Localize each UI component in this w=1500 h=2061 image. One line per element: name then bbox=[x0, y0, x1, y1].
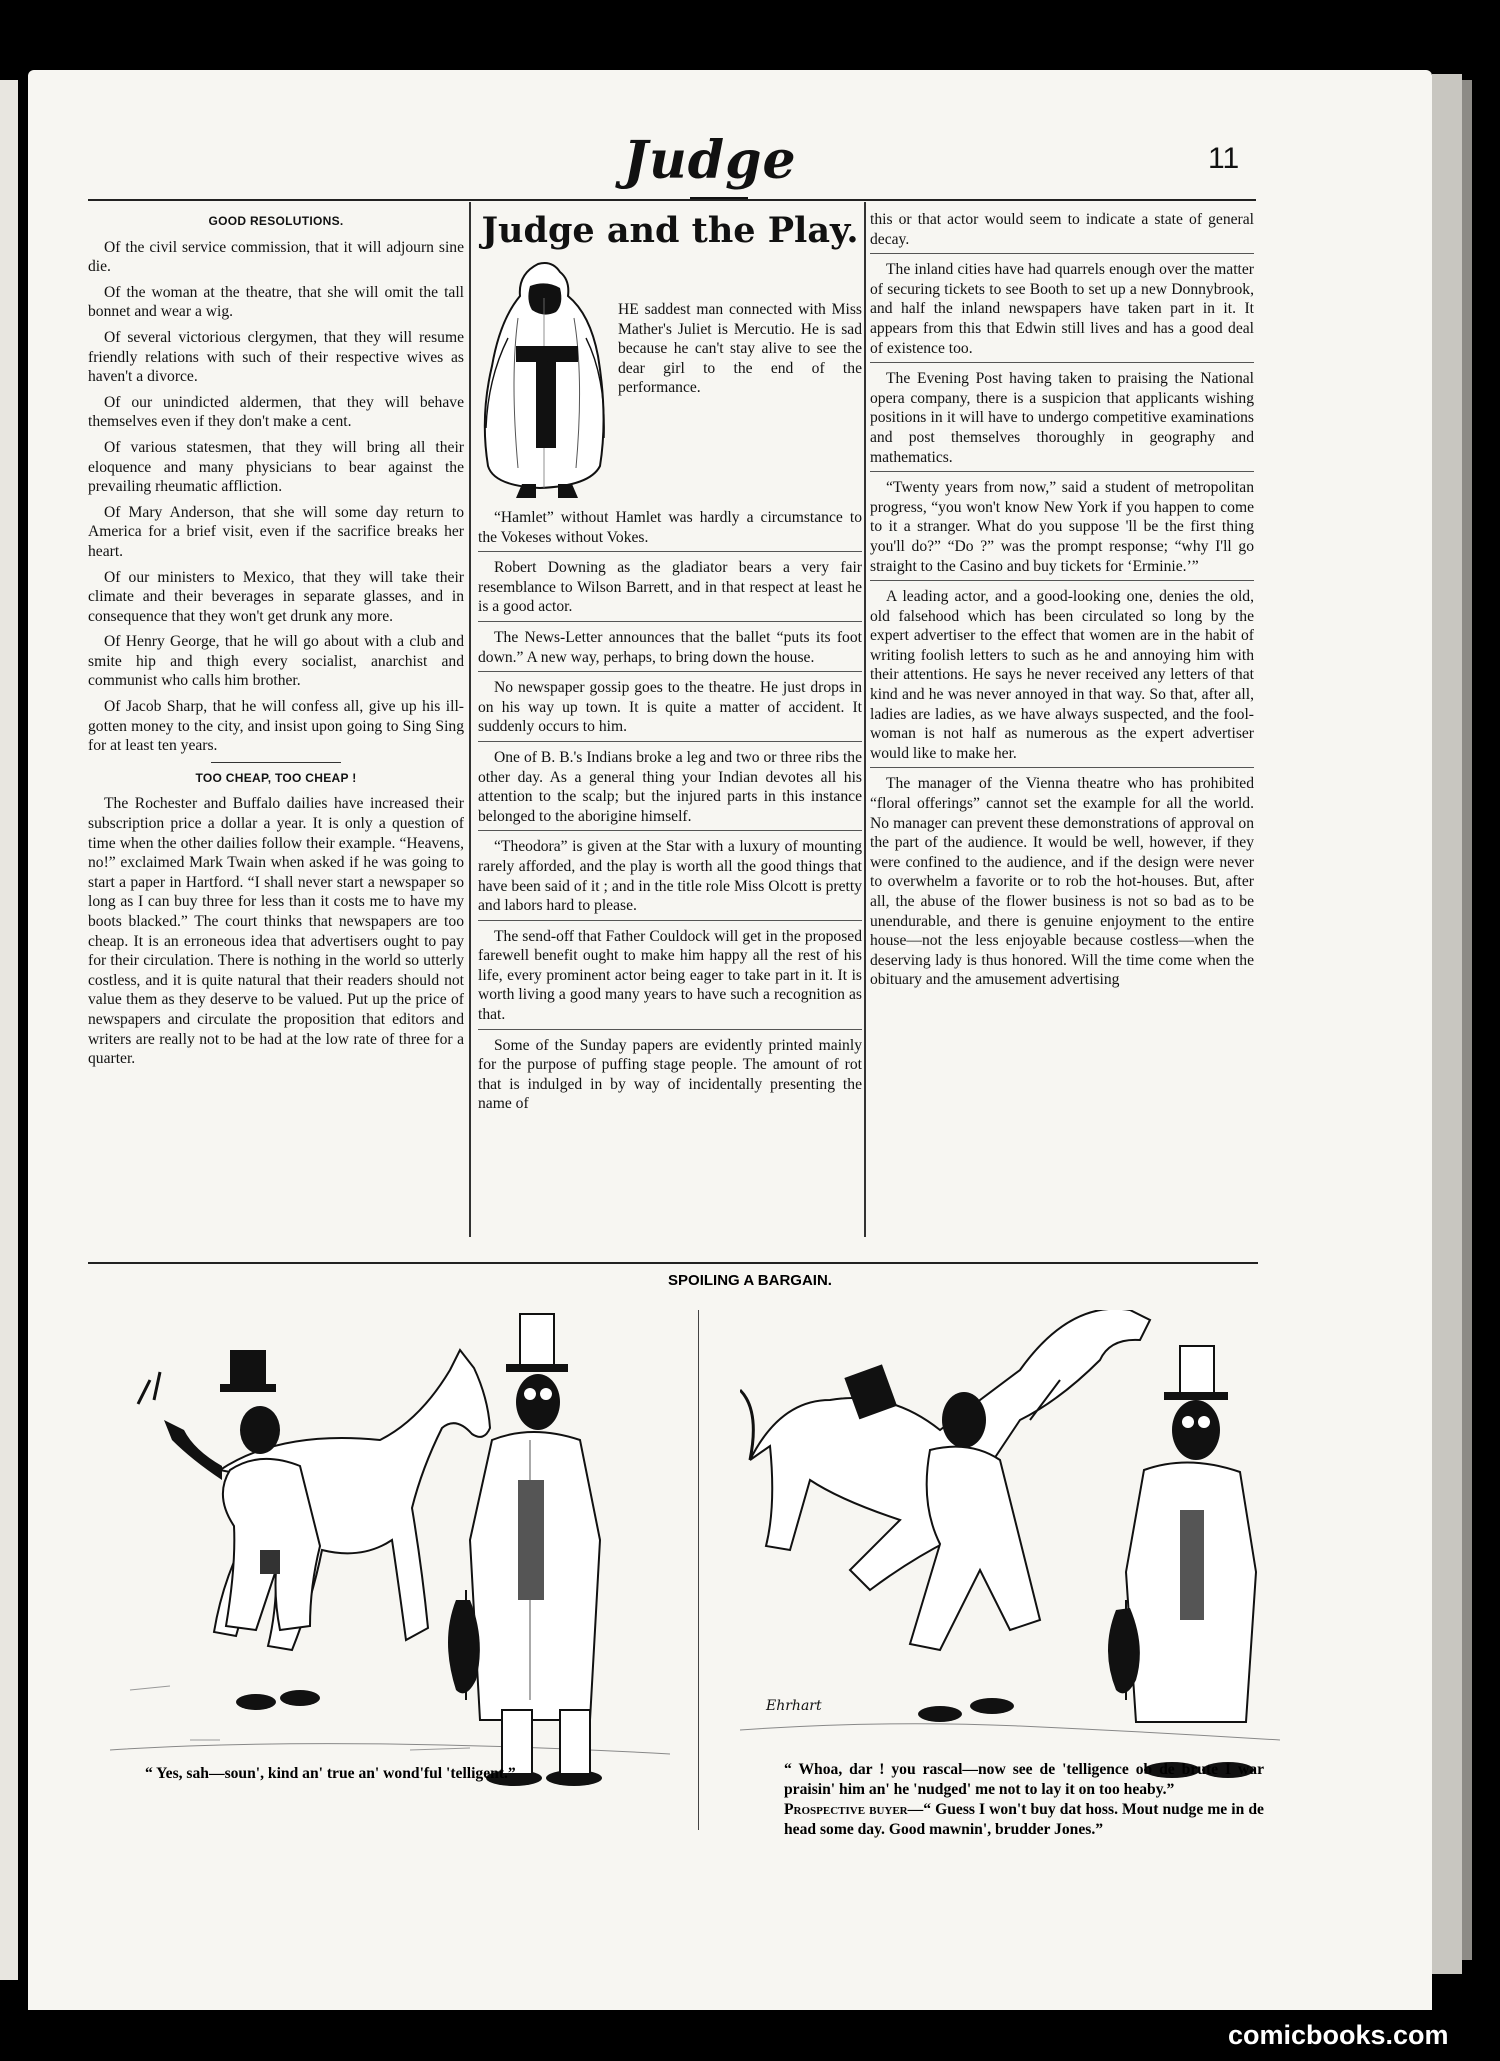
hooded-figure-illustration bbox=[478, 258, 612, 508]
paragraph: The Evening Post having taken to praising the National opera company, there is a suspicion that applicants wishing positions in it will have to undergo competitive examinations and post themselves thoroughly in geography and mathematics. bbox=[870, 369, 1254, 472]
page-stack-edge bbox=[1432, 74, 1462, 1974]
section-heading: TOO CHEAP, TOO CHEAP ! bbox=[195, 770, 357, 785]
cartoon-title: SPOILING A BARGAIN. bbox=[668, 1272, 832, 1289]
paragraph: Robert Downing as the gladiator bears a very fair resemblance to Wilson Barrett, and in that respect at least he is a good actor. bbox=[478, 558, 862, 622]
column-2 bbox=[478, 210, 862, 1120]
section-rule bbox=[211, 762, 341, 763]
paragraph: A leading actor, and a good-looking one, denies the old, old falsehood which has been circulated so long by the expert advertiser to the effect that women are in the habit of writing foolish letters to such as he and annoying him with their attentions. He says he never received any letters of that kind and he was never annoyed in that way. So that, after all, ladies are ladies, as we have always suspected, and the fool-woman is not half as numerous as the expert advertiser would like to make her. bbox=[870, 587, 1254, 768]
paragraph: One of B. B.'s Indians broke a leg and two or three ribs the other day. As a general thing your Indian devotes all his attention to the scalp; but the injured parts in this instance belonged to the aborigine himself. bbox=[478, 748, 862, 831]
paragraph: Some of the Sunday papers are evidently printed mainly for the purpose of puffing stage people. The amount of rot that is indulged in by way of incidentally presenting the name of bbox=[478, 1036, 862, 1113]
section-title: Judge and the Play. bbox=[481, 210, 859, 251]
header-rule bbox=[88, 199, 1256, 201]
paragraph: Of Mary Anderson, that she will some day return to America for a brief visit, even if the sacrifice breaks her heart. bbox=[88, 503, 464, 560]
caption-speaker: Prospective buyer bbox=[784, 1801, 908, 1818]
caption-dialogue: —“ Guess I won't buy dat hoss. Mout nudge me in de head some day. Good mawnin', brudder Jones.” bbox=[784, 1801, 1264, 1838]
cartoon-caption-right bbox=[784, 1760, 1264, 1840]
watermark: comicbooks.com bbox=[1228, 2020, 1449, 2050]
paragraph: Of our ministers to Mexico, that they will take their climate and their beverages in separate glasses, and in consequence that they won't get drunk any more. bbox=[88, 568, 464, 625]
drop-letter: T bbox=[547, 362, 548, 363]
paragraph: No newspaper gossip goes to the theatre. He just drops in on his way up town. It is quite a matter of accident. It suddenly occurs to him. bbox=[478, 678, 862, 742]
section-heading: GOOD RESOLUTIONS. bbox=[208, 214, 344, 228]
paragraph: The send-off that Father Couldock will get in the proposed farewell benefit ought to make him happy all the rest of his life, every prominent actor being eager to take part in it. It is worth living a good many years to have such a recognition as that. bbox=[478, 927, 862, 1030]
paragraph: Of the civil service commission, that it will adjourn sine die. bbox=[88, 238, 464, 276]
cartoon-caption-left: “ Yes, sah—soun', kind an' true an' wond'ful 'telligent.” bbox=[145, 1765, 516, 1782]
column-1 bbox=[88, 210, 464, 1075]
column-rule bbox=[469, 202, 471, 1237]
paragraph: Of our unindicted aldermen, that they will behave themselves even if they don't make a cent. bbox=[88, 393, 464, 431]
artist-signature: Ehrhart bbox=[766, 1698, 822, 1714]
paragraph: Of the woman at the theatre, that she will omit the tall bonnet and wear a wig. bbox=[88, 283, 464, 321]
paragraph: HE saddest man connected with Miss Mather's Juliet is Mercutio. He is sad because he can't stay alive to see the dear girl to the end of the performance. bbox=[618, 301, 862, 397]
paragraph: this or that actor would seem to indicate a state of general decay. bbox=[870, 210, 1254, 254]
illustrated-initial-block bbox=[478, 258, 862, 508]
panel-divider bbox=[698, 1310, 699, 1830]
cartoon-panel-right bbox=[740, 1310, 1280, 1790]
paragraph: “Theodora” is given at the Star with a luxury of mounting rarely afforded, and the play is worth all the good things that have been said of it ; and in the title role Miss Olcott is pretty and labors hard to please. bbox=[478, 837, 862, 920]
column-3 bbox=[870, 210, 1254, 996]
paragraph: The News-Letter announces that the ballet “puts its foot down.” A new way, perhaps, to bring down the house. bbox=[478, 628, 862, 672]
masthead: Judge bbox=[623, 130, 797, 191]
paragraph: Of several victorious clergymen, that they will resume friendly relations with such of their respective wives as haven't a divorce. bbox=[88, 328, 464, 386]
column-rule bbox=[864, 202, 866, 1237]
paragraph: Of Jacob Sharp, that he will confess all, give up his ill-gotten money to the city, and insist upon going to Sing Sing for at least ten years. bbox=[88, 698, 464, 755]
page-number: 11 bbox=[1208, 142, 1240, 175]
cartoon-panel-left bbox=[110, 1310, 670, 1790]
paragraph: “Hamlet” without Hamlet was hardly a circumstance to the Vokeses without Vokes. bbox=[478, 508, 862, 552]
page-stack-shadow bbox=[1462, 80, 1472, 1960]
caption-dialogue: “ Whoa, dar ! you rascal—now see de 'telligence ob de brute I war praisin' him an' he 'nudged' me not to lay it on too heaby.” bbox=[784, 1761, 1264, 1798]
section-divider bbox=[88, 1262, 1258, 1264]
paragraph: “Twenty years from now,” said a student of metropolitan progress, “you won't know New York if you happen to come to it a stranger. What do you suppose 'll be the first thing you'll do?” “Do ?” was the prompt response; “why I'll go straight to the Casino and buy tickets for ‘Erminie.’” bbox=[870, 478, 1254, 581]
paragraph: The manager of the Vienna theatre who has prohibited “floral offerings” cannot set the example for all the world. No manager can prevent these demonstrations of approval on the part of the audience. It would be well, however, if they were confined to the audience, and if the design were never to overwhelm a favorite or to rob the hot-houses. But, after all, the abuse of the flower business is not so bad as to be unendurable, and there is genuine enjoyment to the entire house—not the less enjoyable because costless—when the deserving lady is thus honored. Will the time come when the obituary and the amusement advertising bbox=[870, 775, 1254, 989]
paragraph: Of Henry George, that he will go about with a club and smite hip and thigh every socialist, anarchist and communist who calls him brother. bbox=[88, 633, 464, 690]
adjacent-page-edge bbox=[0, 80, 18, 1980]
paragraph: The inland cities have had quarrels enough over the matter of securing tickets to see Booth to set up a new Donnybrook, and half the inland newspapers have taken part in it. It appears from this that Edwin still lives and has a good deal of existence too. bbox=[870, 260, 1254, 363]
paragraph: The Rochester and Buffalo dailies have increased their subscription price a dollar a year. It is only a question of time when the other dailies follow their example. “Heavens, no!” exclaimed Mark Twain when asked if he was going to start a paper in Hartford. “I shall never start a newspaper so long as I can buy three for less than it costs me to have my boots blacked.” The court thinks that newspapers are too cheap. It is an erroneous idea that advertisers ought to pay for their circulation. There is nothing in the world so utterly costless, and it is quite natural that their readers should not value them as they deserve to be valued. Put up the price of newspapers and circulate the proposition that editors and writers are really not to be had at the low rate of three for a quarter. bbox=[88, 795, 464, 1068]
paragraph: Of various statesmen, that they will bring all their eloquence and many physicians to bear against the prevailing rheumatic affliction. bbox=[88, 438, 464, 496]
